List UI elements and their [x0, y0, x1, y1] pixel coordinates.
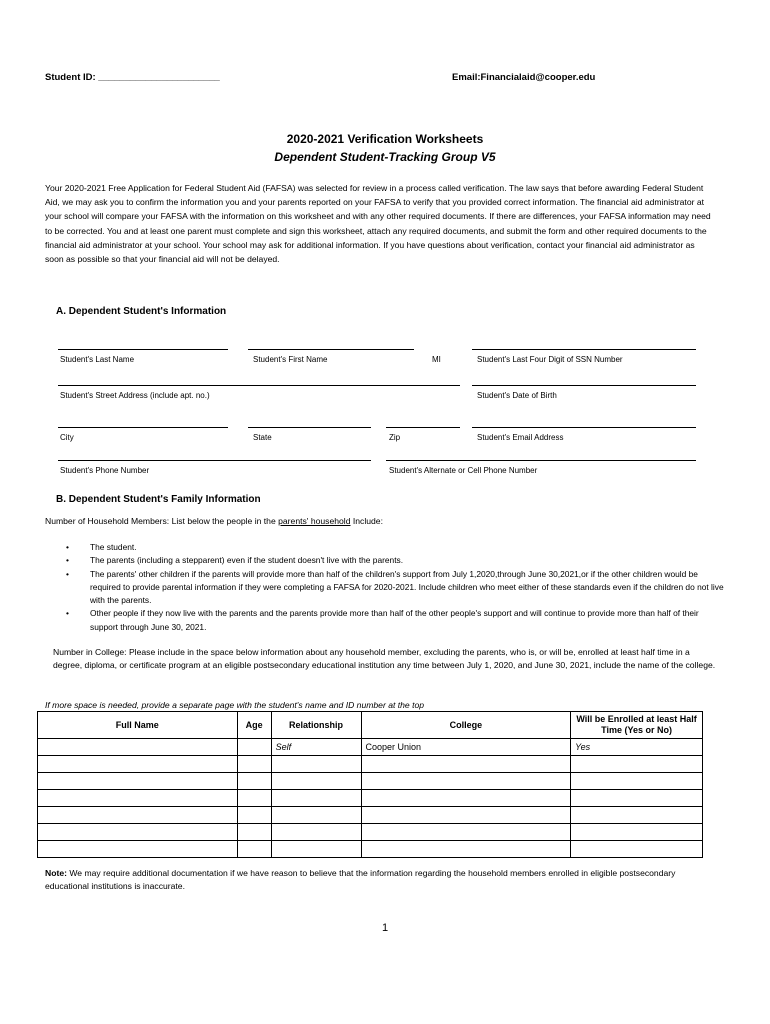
first-name-label: Student's First Name: [253, 355, 328, 364]
ssn-label: Student's Last Four Digit of SSN Number: [477, 355, 623, 364]
state-label: State: [253, 433, 272, 442]
dob-line[interactable]: [472, 385, 696, 386]
last-name-label: Student's Last Name: [60, 355, 135, 364]
household-table: [37, 711, 703, 858]
table-row: [38, 739, 703, 756]
number-in-college-note: Number in College: Please include in the space below information about any household member, excluding the parents, who is, or will be, enrolled at least half time in a degree, diploma, or certificate program at an eligible postsecondary educational institution any time between July 1, 2020, and June 30, 2021, include the name of the college.: [53, 647, 716, 671]
cell-college[interactable]: Cooper Union: [361, 739, 571, 756]
cell-age[interactable]: [237, 773, 271, 790]
street-address-line[interactable]: [58, 385, 460, 386]
list-item: • Other people if they now live with the parents and the parents provide more than half of the other people's support and will continue to provide more than half of their support through June 30, 2021.: [66, 607, 726, 634]
list-item: • The student.: [66, 541, 726, 554]
cell-full-name[interactable]: [38, 790, 238, 807]
cell-age[interactable]: [237, 756, 271, 773]
cell-full-name[interactable]: [38, 807, 238, 824]
cell-full-name[interactable]: [38, 773, 238, 790]
mi-label: MI: [432, 355, 441, 364]
col-header-college: College: [361, 712, 571, 739]
list-item: • The parents' other children if the parents will provide more than half of the children's support from July 1,2020,through June 30,2021,or if the other children would be required to provide parental information if they were completing a FAFSA for 2020-2021. Include children who meet either of these standards even if the children do not live with the parents.: [66, 568, 726, 608]
household-members-line: [45, 515, 383, 528]
household-prefix: Number of Household Members: List below the people in the: [45, 516, 279, 526]
cell-relationship[interactable]: [271, 756, 361, 773]
cell-college[interactable]: [361, 773, 571, 790]
cell-enrolled[interactable]: [571, 841, 703, 858]
email-label: Student's Email Address: [477, 433, 564, 442]
page-subtitle: Dependent Student-Tracking Group V5: [274, 150, 496, 164]
cell-college[interactable]: [361, 841, 571, 858]
zip-label: Zip: [389, 433, 401, 442]
table-row: [38, 824, 703, 841]
cell-age[interactable]: [237, 807, 271, 824]
note-text: We may require additional documentation if we have reason to believe that the information regarding the household members enrolled in eligible postsecondary educational institutions is inaccurate.: [45, 868, 676, 892]
table-caption: If more space is needed, provide a separate page with the student's name and ID number at the top: [45, 700, 425, 710]
alt-phone-label: Student's Alternate or Cell Phone Number: [389, 466, 538, 475]
cell-enrolled[interactable]: Yes: [571, 739, 703, 756]
cell-relationship[interactable]: [271, 824, 361, 841]
col-header-relationship: Relationship: [271, 712, 361, 739]
cell-full-name[interactable]: [38, 756, 238, 773]
street-address-label: Student's Street Address (include apt. no.): [60, 391, 210, 400]
cell-enrolled[interactable]: [571, 790, 703, 807]
cell-age[interactable]: [237, 824, 271, 841]
col-header-full-name: Full Name: [38, 712, 238, 739]
phone-line[interactable]: [58, 460, 371, 461]
cell-relationship[interactable]: [271, 841, 361, 858]
table-row: [38, 773, 703, 790]
table-row: [38, 790, 703, 807]
section-b-heading: B. Dependent Student's Family Information: [56, 494, 261, 505]
cell-college[interactable]: [361, 824, 571, 841]
cell-age[interactable]: [237, 739, 271, 756]
first-name-line[interactable]: [248, 349, 414, 350]
cell-college[interactable]: [361, 807, 571, 824]
note-label: Note:: [45, 868, 67, 878]
phone-label: Student's Phone Number: [60, 466, 150, 475]
cell-full-name[interactable]: [38, 841, 238, 858]
ssn-line[interactable]: [472, 349, 696, 350]
city-label: City: [60, 433, 74, 442]
household-suffix: Include:: [350, 516, 383, 526]
cell-age[interactable]: [237, 790, 271, 807]
cell-age[interactable]: [237, 841, 271, 858]
col-header-age: Age: [237, 712, 271, 739]
state-line[interactable]: [248, 427, 371, 428]
cell-enrolled[interactable]: [571, 756, 703, 773]
household-bullet-list: [66, 541, 726, 634]
note-paragraph: [45, 867, 713, 894]
cell-relationship[interactable]: [271, 807, 361, 824]
col-header-enrolled: Will be Enrolled at least Half Time (Yes or No): [571, 712, 703, 739]
list-item: • The parents (including a stepparent) even if the student doesn't live with the parents.: [66, 554, 726, 567]
city-line[interactable]: [58, 427, 228, 428]
page-number: 1: [381, 922, 389, 934]
last-name-line[interactable]: [58, 349, 228, 350]
table-header-row: [38, 712, 703, 739]
cell-enrolled[interactable]: [571, 807, 703, 824]
table-row: [38, 841, 703, 858]
cell-relationship[interactable]: [271, 773, 361, 790]
dob-label: Student's Date of Birth: [477, 391, 557, 400]
cell-full-name[interactable]: [38, 739, 238, 756]
page-title: 2020-2021 Verification Worksheets: [286, 132, 484, 146]
cell-full-name[interactable]: [38, 824, 238, 841]
cell-college[interactable]: [361, 790, 571, 807]
table-row: [38, 807, 703, 824]
cell-relationship[interactable]: Self: [271, 739, 361, 756]
email-line[interactable]: [472, 427, 696, 428]
cell-enrolled[interactable]: [571, 824, 703, 841]
cell-college[interactable]: [361, 756, 571, 773]
student-id-line: Student ID: _______________________: [45, 72, 220, 83]
parents-household-text: parents' household: [278, 516, 351, 526]
section-a-heading: A. Dependent Student's Information: [56, 306, 227, 317]
cell-enrolled[interactable]: [571, 773, 703, 790]
financial-aid-email: Email:Financialaid@cooper.edu: [452, 72, 596, 83]
alt-phone-line[interactable]: [386, 460, 696, 461]
table-row: [38, 756, 703, 773]
zip-line[interactable]: [386, 427, 460, 428]
cell-relationship[interactable]: [271, 790, 361, 807]
intro-paragraph: Your 2020-2021 Free Application for Federal Student Aid (FAFSA) was selected for review in a process called verification. The law says that before awarding Federal Student Aid, we may ask you to confirm the information you and your parents reported on your FAFSA to verify that you provided correct information. The financial aid administrator at your school will compare your FAFSA with the information on this worksheet and with any other required documents. If there are differences, your FAFSA information may need to be corrected. You and at least one parent must complete and sign this worksheet, attach any required documents, and submit the form and other required documents to the financial aid administrator at your school. Your school may ask for additional information. If you have questions about verification, contact your financial aid administrator as soon as possible so that your financial aid will not be delayed.: [45, 183, 711, 265]
